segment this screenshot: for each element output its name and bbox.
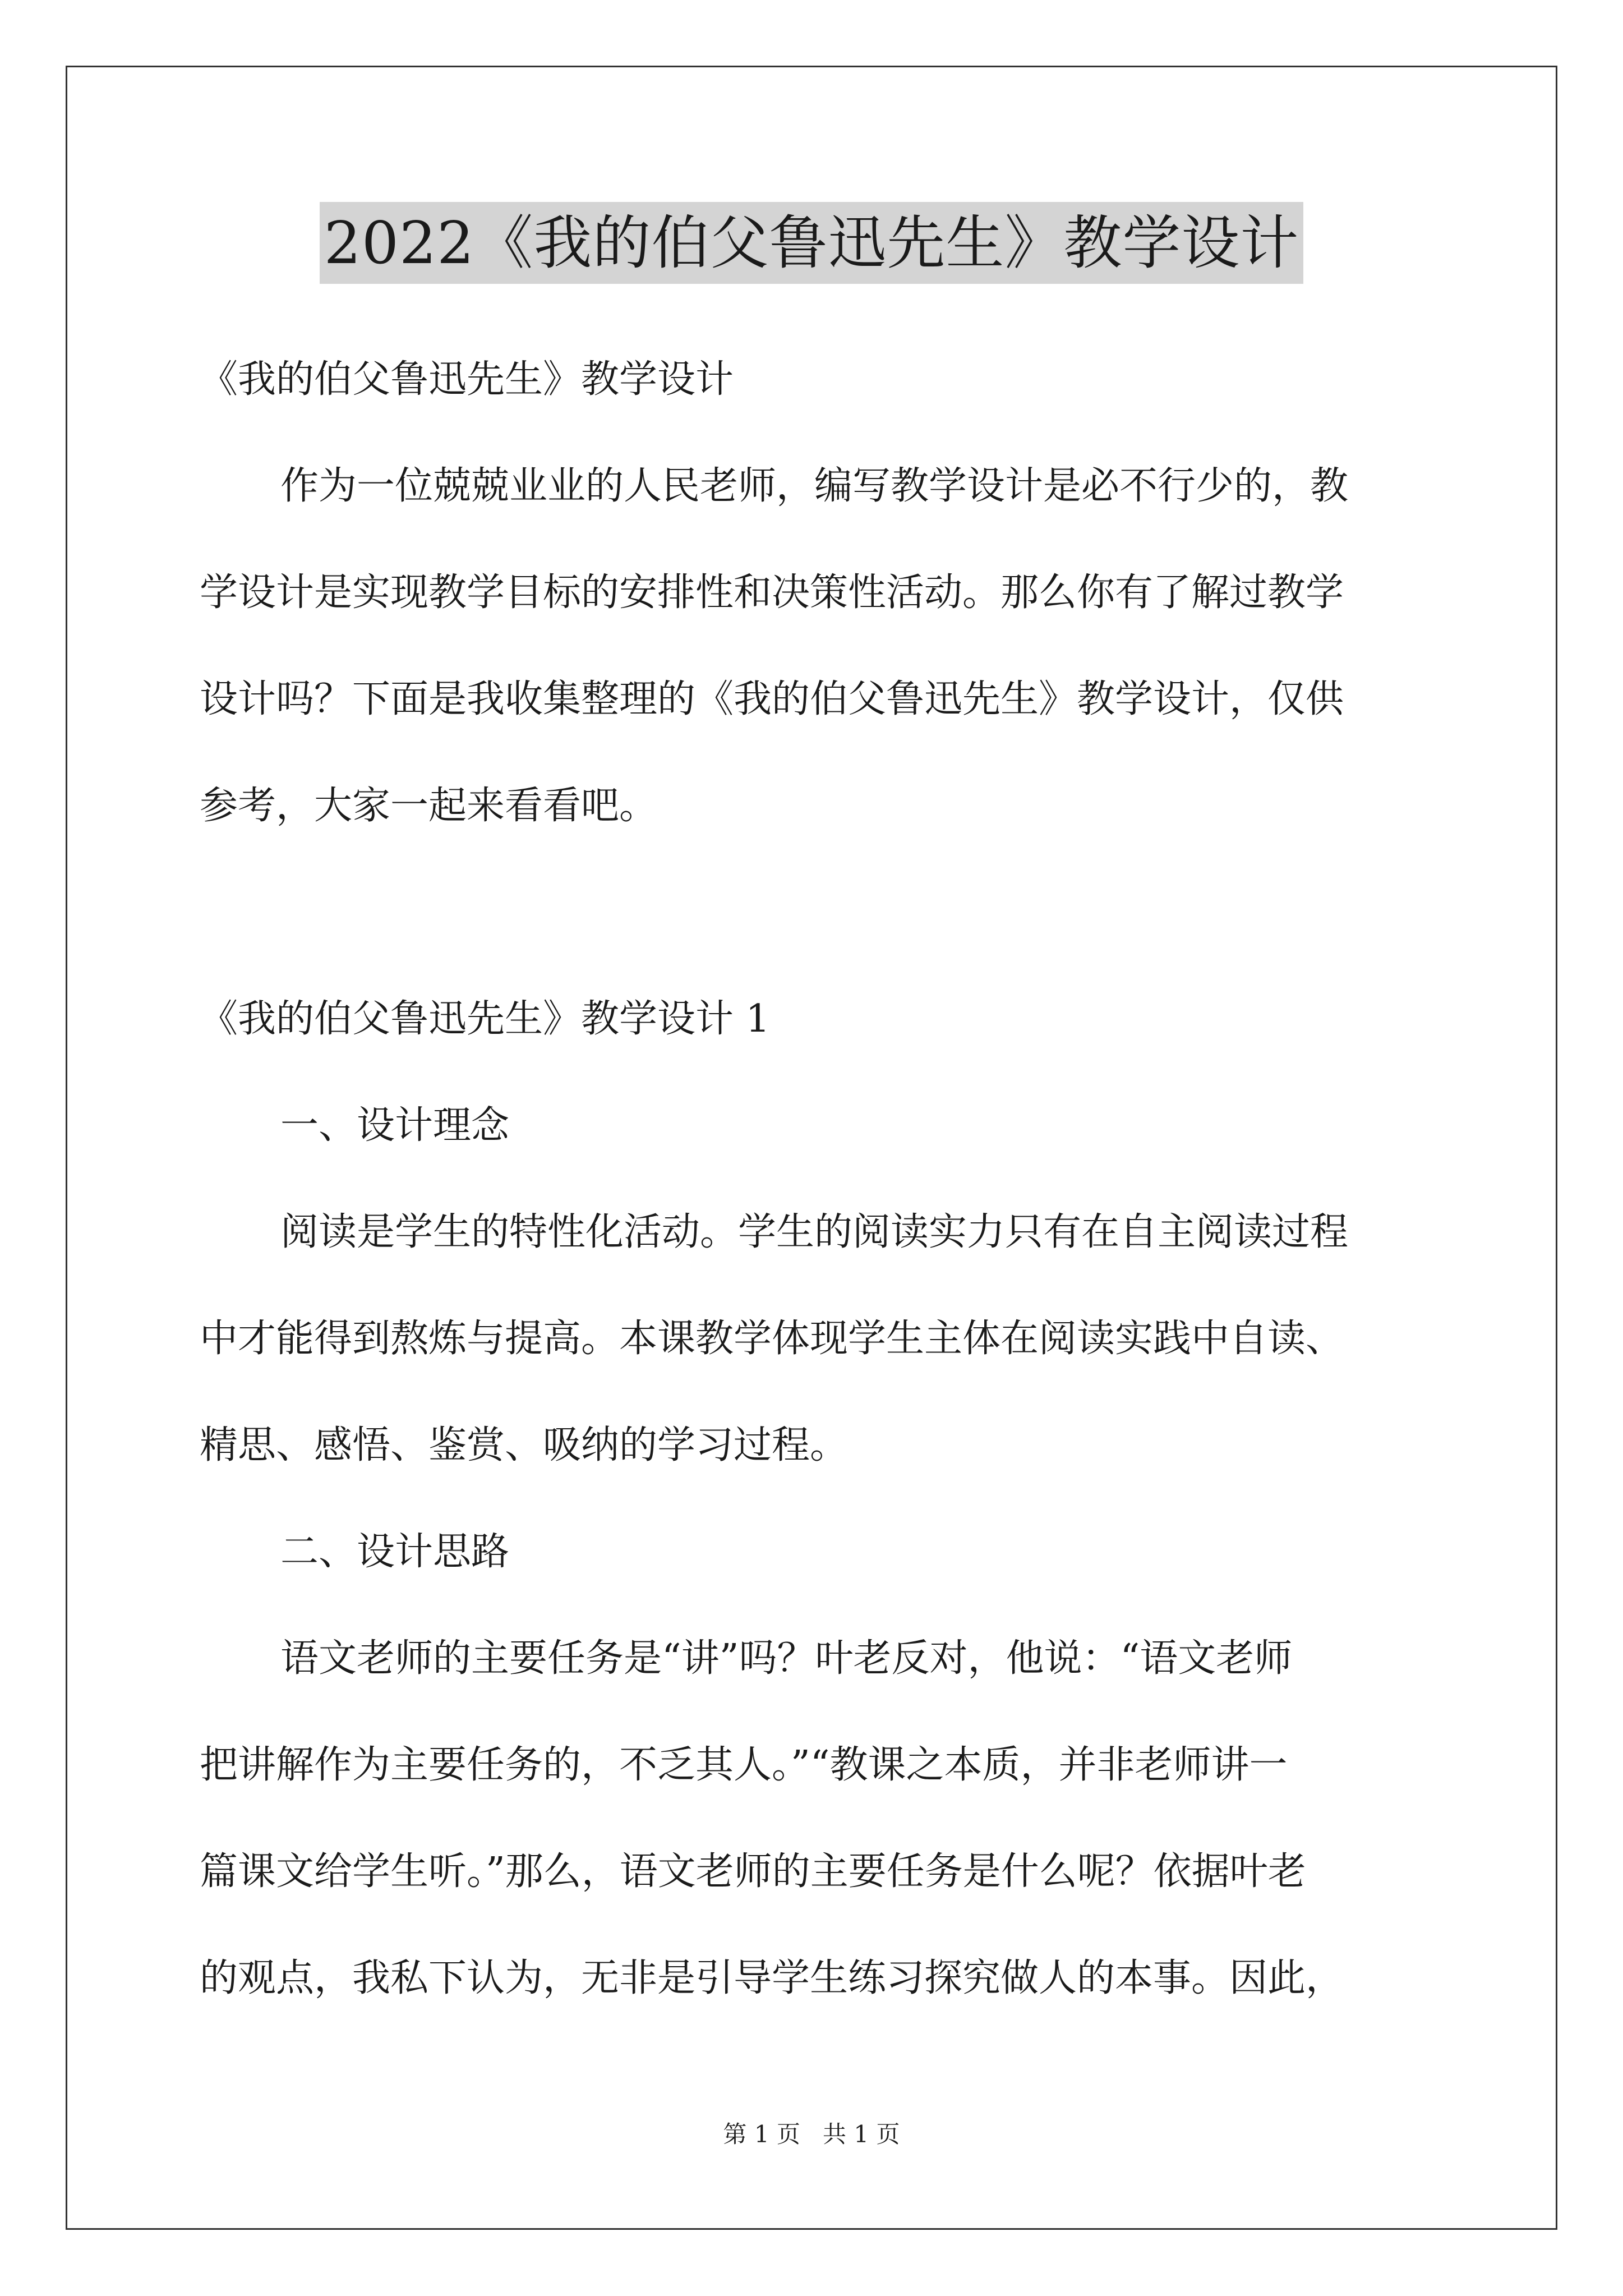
section-heading: 《我的伯父鲁迅先生》教学设计 1 (200, 997, 770, 1041)
title-container (0, 202, 1623, 284)
page-footer: 第 1 页 共 1 页 (723, 2120, 900, 2148)
paragraph-line: 阅读是学生的特性化活动。学生的阅读实力只有在自主阅读过程 (280, 1210, 1349, 1254)
paragraph-line: 作为一位兢兢业业的人民老师，编写教学设计是必不行少的，教 (280, 464, 1349, 508)
paragraph-line: 学设计是实现教学目标的安排性和决策性活动。那么你有了解过教学 (200, 570, 1344, 615)
paragraph-line: 设计吗？下面是我收集整理的《我的伯父鲁迅先生》教学设计，仅供 (200, 677, 1344, 721)
subtitle-line: 《我的伯父鲁迅先生》教学设计 (200, 357, 734, 402)
paragraph-line: 参考，大家一起来看看吧。 (200, 784, 658, 828)
paragraph-line: 把讲解作为主要任务的，不乏其人。”“教课之本质，并非老师讲一 (200, 1743, 1288, 1787)
paragraph-line: 语文老师的主要任务是“讲”吗？叶老反对，他说：“语文老师 (280, 1636, 1293, 1681)
subsection-heading: 一、设计理念 (280, 1103, 510, 1148)
paragraph-line: 精思、感悟、鉴赏、吸纳的学习过程。 (200, 1423, 849, 1467)
subsection-heading: 二、设计思路 (280, 1530, 510, 1574)
paragraph-line: 的观点，我私下认为，无非是引导学生练习探究做人的本事。因此， (200, 1956, 1344, 2000)
document-title: 2022《我的伯父鲁迅先生》教学设计 (320, 202, 1304, 284)
paragraph-line: 中才能得到熬炼与提高。本课教学体现学生主体在阅读实践中自读、 (200, 1317, 1344, 1361)
paragraph-line: 篇课文给学生听。”那么，语文老师的主要任务是什么呢？依据叶老 (200, 1849, 1306, 1894)
